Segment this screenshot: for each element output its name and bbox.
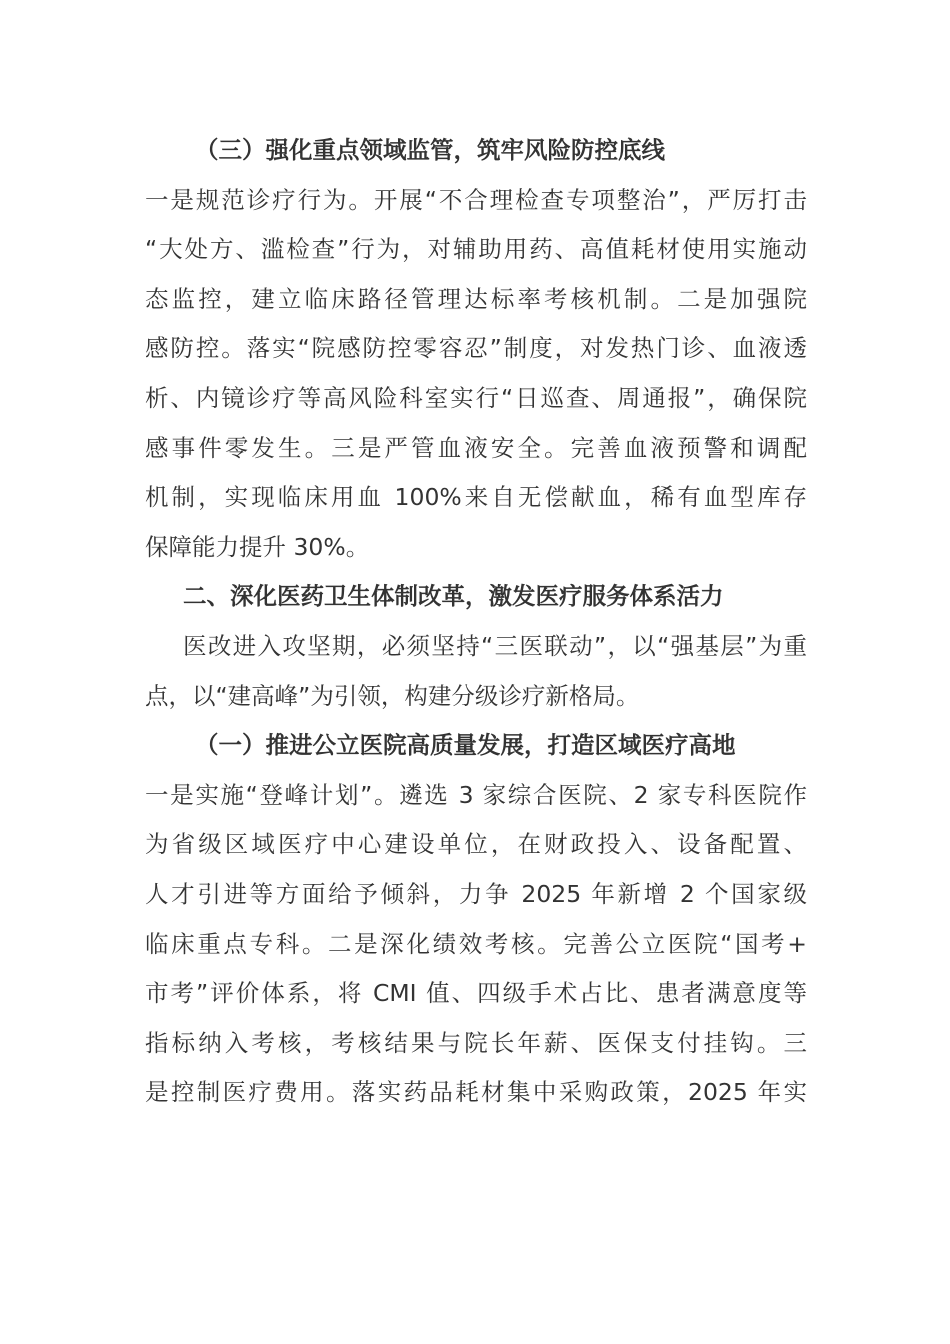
section-heading-1: （一）推进公立医院高质量发展，打造区域医疗高地 — [195, 731, 736, 760]
paragraph-line: 市考”评价体系，将 CMI 值、四级手术占比、患者满意度等 — [145, 979, 807, 1008]
paragraph-line: 感事件零发生。三是严管血液安全。完善血液预警和调配 — [145, 433, 807, 462]
section-heading-2: 二、深化医药卫生体制改革，激发医疗服务体系活力 — [183, 582, 724, 611]
paragraph-line: 为省级区域医疗中心建设单位，在财政投入、设备配置、 — [145, 830, 807, 859]
paragraph-line: 点，以“建高峰”为引领，构建分级诊疗新格局。 — [145, 681, 640, 710]
paragraph-reform — [145, 622, 807, 721]
paragraph-oversight — [145, 176, 807, 573]
paragraph-line: 态监控，建立临床路径管理达标率考核机制。二是加强院 — [145, 284, 807, 313]
section-heading-3: （三）强化重点领域监管，筑牢风险防控底线 — [195, 136, 665, 164]
paragraph-line: 感防控。落实“院感防控零容忍”制度，对发热门诊、血液透 — [145, 334, 807, 363]
paragraph-line: 人才引进等方面给予倾斜，力争 2025 年新增 2 个国家级 — [145, 879, 807, 908]
document-page — [145, 126, 807, 1118]
paragraph-line: 机制，实现临床用血 100%来自无偿献血，稀有血型库存 — [145, 483, 807, 512]
paragraph-line: “大处方、滥检查”行为，对辅助用药、高值耗材使用实施动 — [145, 235, 807, 264]
paragraph-line: 一是规范诊疗行为。开展“不合理检查专项整治”，严厉打击 — [145, 185, 807, 214]
paragraph-line: 临床重点专科。二是深化绩效考核。完善公立医院“国考+ — [145, 929, 807, 958]
paragraph-line: 保障能力提升 30%。 — [145, 532, 370, 561]
paragraph-line: 医改进入攻坚期，必须坚持“三医联动”，以“强基层”为重 — [183, 631, 807, 660]
paragraph-line: 析、内镜诊疗等高风险科室实行“日巡查、周通报”，确保院 — [145, 383, 807, 412]
paragraph-public-hospitals — [145, 771, 807, 1118]
paragraph-line: 指标纳入考核，考核结果与院长年薪、医保支付挂钩。三 — [145, 1028, 807, 1057]
paragraph-line: 一是实施“登峰计划”。遴选 3 家综合医院、2 家专科医院作 — [145, 780, 807, 809]
paragraph-line: 是控制医疗费用。落实药品耗材集中采购政策，2025 年实 — [145, 1078, 807, 1107]
